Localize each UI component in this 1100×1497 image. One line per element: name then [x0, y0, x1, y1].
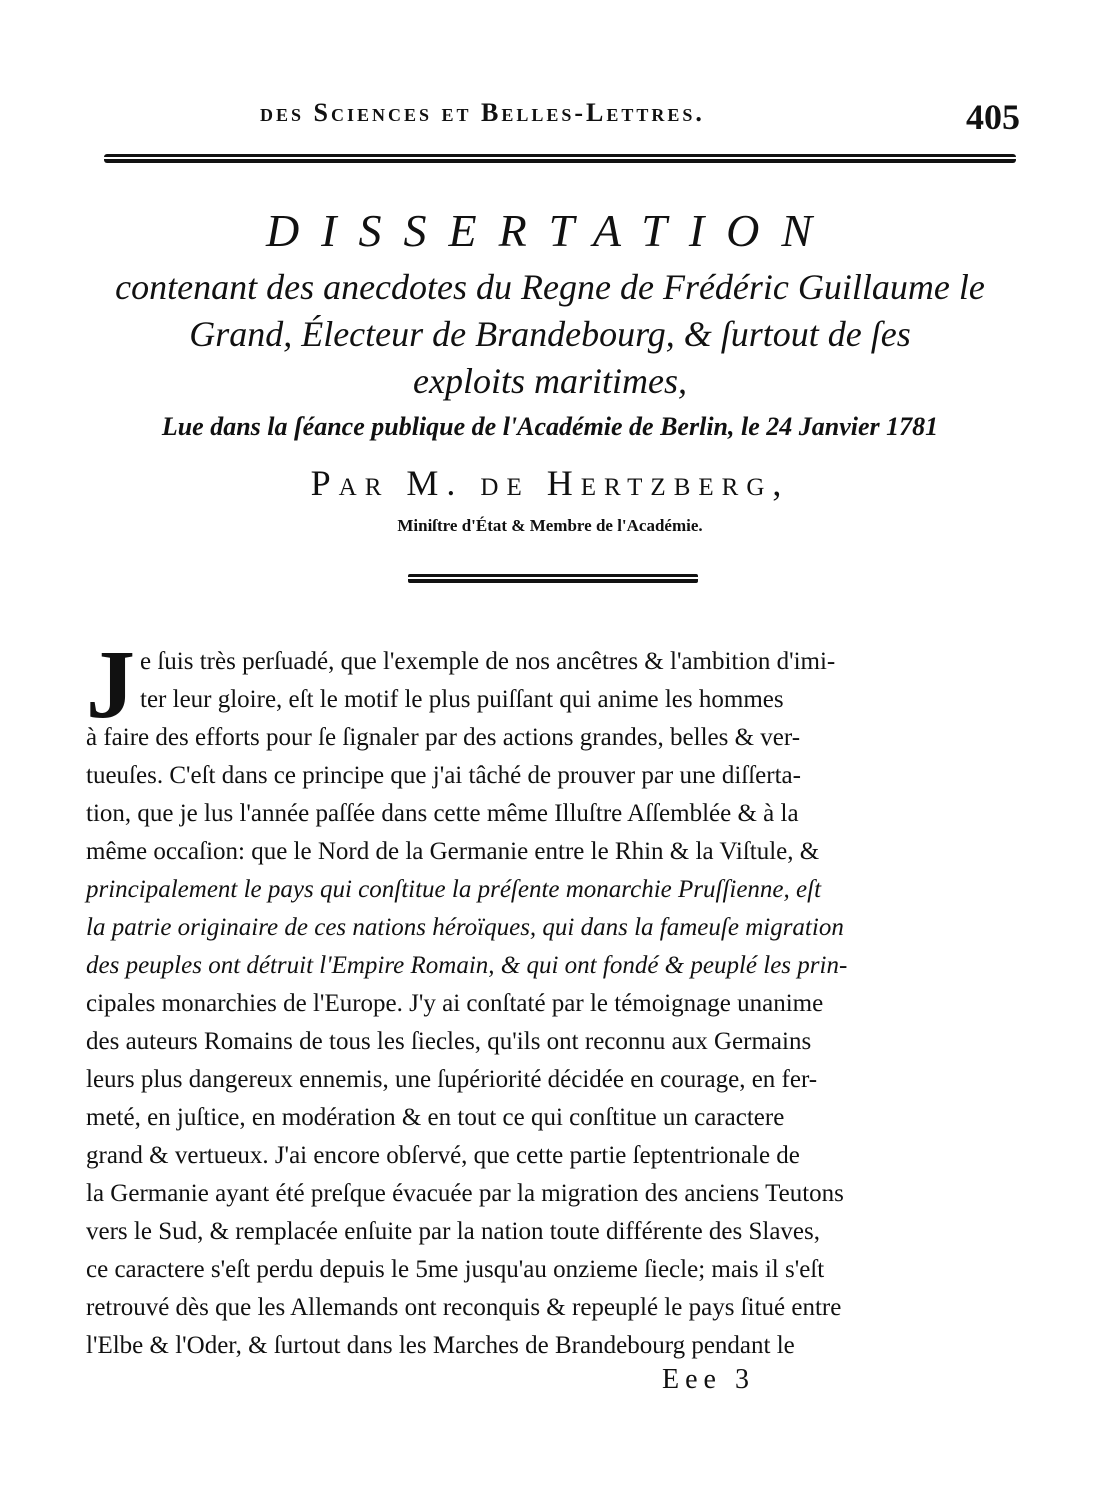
body-line: ter leur gloire, eſt le motif le plus puiſſant qui anime les hommes: [140, 686, 784, 713]
body-line: grand & vertueux. J'ai encore obſervé, que cette partie ſeptentrionale de: [86, 1142, 800, 1169]
body-line: à faire des efforts pour ſe ſignaler par des actions grandes, belles & ver-: [86, 724, 801, 751]
drop-cap: J: [86, 631, 135, 739]
subtitle-line: exploits maritimes,: [413, 361, 687, 401]
dissertation-subtitle: [80, 264, 1020, 405]
author-name: Par M. de Hertzberg,: [310, 463, 790, 503]
body-line: meté, en juſtice, en modération & en tout ce qui conſtitue un caractere: [86, 1104, 785, 1131]
ornamental-rule: [408, 574, 698, 583]
body-line: retrouvé dès que les Allemands ont reconquis & repeuplé le pays ſitué entre: [86, 1294, 842, 1321]
signature-mark: Eee 3: [662, 1364, 755, 1395]
subtitle-line: contenant des anecdotes du Regne de Frédéric Guillaume le: [115, 267, 985, 307]
body-line: tueuſes. C'eſt dans ce principe que j'ai tâché de prouver par une diſſerta-: [86, 762, 801, 789]
body-line: même occaſion: que le Nord de la Germanie entre le Rhin & la Viſtule, &: [86, 838, 820, 865]
body-line: leurs plus dangereux ennemis, une ſupériorité décidée en courage, en fer-: [86, 1066, 818, 1093]
read-at-line: Lue dans la ſéance publique de l'Académie de Berlin, le 24 Janvier 1781: [161, 412, 939, 441]
body-line: tion, que je lus l'année paſſée dans cette même Illuſtre Aſſemblée & à la: [86, 800, 799, 827]
body-line: ce caractere s'eſt perdu depuis le 5me jusqu'au onzieme ſiecle; mais il s'eſt: [86, 1256, 825, 1283]
body-line: la Germanie ayant été preſque évacuée par la migration des anciens Teutons: [86, 1180, 844, 1207]
body-line: cipales monarchies de l'Europe. J'y ai conſtaté par le témoignage unanime: [86, 990, 824, 1017]
body-line: des auteurs Romains de tous les ſiecles, qu'ils ont reconnu aux Germains: [86, 1028, 812, 1055]
body-line: l'Elbe & l'Oder, & ſurtout dans les Marches de Brandebourg pendant le: [86, 1332, 795, 1359]
subtitle-line: Grand, Électeur de Brandebourg, & ſurtout de ſes: [189, 314, 911, 354]
running-title: des Sciences et Belles-Lettres.: [260, 98, 705, 127]
dissertation-title: DISSERTATION: [265, 205, 835, 256]
body-line: e ſuis très perſuadé, que l'exemple de nos ancêtres & l'ambition d'imi-: [140, 648, 836, 675]
body-line: la patrie originaire de ces nations héroïques, qui dans la fameuſe migration: [86, 914, 844, 941]
body-line: des peuples ont détruit l'Empire Romain, & qui ont fondé & peuplé les prin-: [86, 952, 848, 979]
body-line: vers le Sud, & remplacée enſuite par la nation toute différente des Slaves,: [86, 1218, 821, 1245]
author-role: Miniſtre d'État & Membre de l'Académie.: [397, 516, 703, 535]
header-rule: [104, 154, 1016, 163]
page-number: 405: [966, 97, 1020, 137]
running-head: [100, 98, 1020, 142]
body-line: principalement le pays qui conſtitue la préſente monarchie Pruſſienne, eſt: [86, 876, 822, 903]
